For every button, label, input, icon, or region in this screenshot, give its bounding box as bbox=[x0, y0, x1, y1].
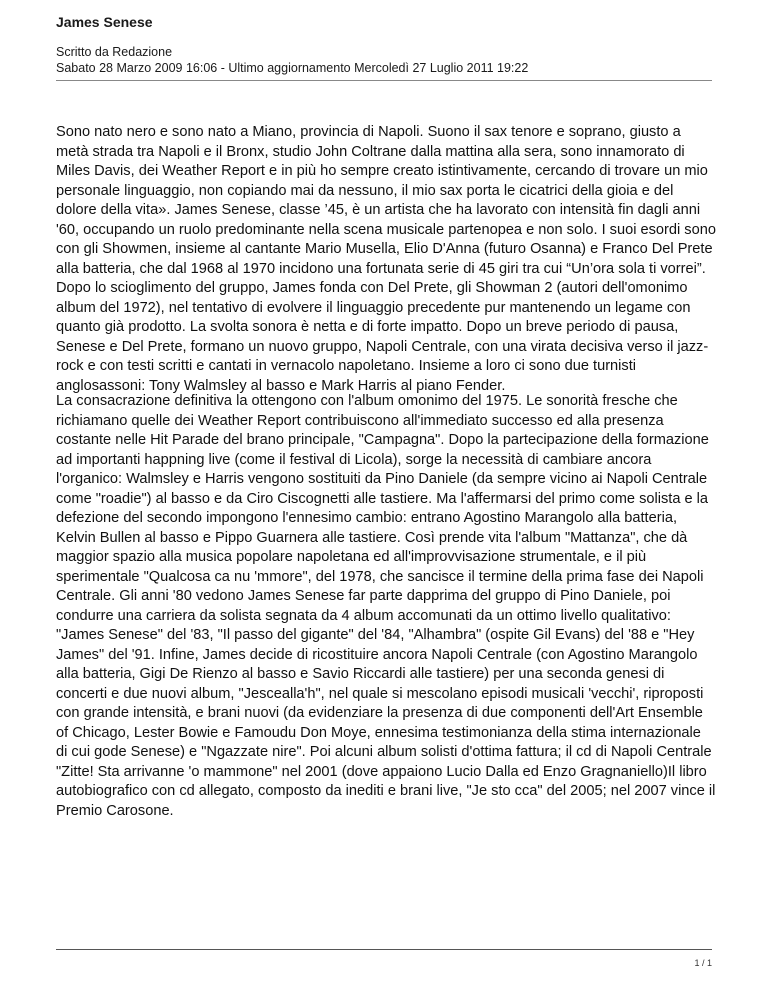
article-meta bbox=[56, 44, 528, 76]
page-number: 1 / 1 bbox=[694, 958, 712, 968]
footer-divider bbox=[56, 949, 712, 950]
header-divider bbox=[56, 80, 712, 81]
article-paragraph-1: Sono nato nero e sono nato a Miano, provincia di Napoli. Suono il sax tenore e soprano, giusto a metà strada tra Napoli e il Bronx, studio John Coltrane dalla mattina alla sera, sono innamorato di Miles Davis, dei Weather Report e in più ho sempre creato istintivamente, cercando di trovare un mio personale linguaggio, non copiando mai da nessuno, il mio sax porta le cicatrici della gioia e del dolore della vita». James Senese, classe ’45, è un artista che ha lavorato con intensità fin dagli anni '60, occupando un ruolo predominante nella scena musicale partenopea e non solo. I suoi esordi sono con gli Showmen, insieme al cantante Mario Musella, Elio D'Anna (futuro Osanna) e Franco Del Prete alla batteria, che dal 1968 al 1970 incidono una fortunata serie di 45 giri tra cui “Un’ora sola ti vorrei”. Dopo lo scioglimento del gruppo, James fonda con Del Prete, gli Showman 2 (autori dell'omonimo album del 1972), nel tentativo di evolvere il linguaggio precedente pur mantenendo un legame con quanto già prodotto. La svolta sonora è netta e di forte impatto. Dopo un breve periodo di pausa, Senese e Del Prete, formano un nuovo gruppo, Napoli Centrale, con una virata decisiva verso il jazz-rock e con testi scritti e cantati in vernacolo napoletano. Insieme a loro ci sono due turnisti anglosassoni: Tony Walmsley al basso e Mark Harris al piano Fender. bbox=[56, 124, 716, 394]
article-paragraph-2: La consacrazione definitiva la ottengono con l'album omonimo del 1975. Le sonorità fresche che richiamano quelle dei Weather Report contribuiscono all'immediato successo ed alla presenza costante nelle Hit Parade del brano principale, "Campagna". Dopo la partecipazione della formazione ad importanti happning live (come il festival di Licola), sorge la necessità di cambiare ancora l'organico: Walmsley e Harris vengono sostituiti da Pino Daniele (da sempre vicino ai Napoli Centrale come "roadie") al basso e da Ciro Ciscognetti alle tastiere. Ma l'affermarsi del primo come solista e la defezione del secondo impongono l'ennesimo cambio: entrano Agostino Marangolo alla batteria, Kelvin Bullen al basso e Pippo Guarnera alle tastiere. Così prende vita l'album "Mattanza", che dà maggior spazio alla musica popolare napoletana ed all'improvvisazione strumentale, e il più sperimentale "Qualcosa ca nu 'mmore", del 1978, che sancisce il termine della prima fase dei Napoli Centrale. Gli anni '80 vedono James Senese far parte dapprima del gruppo di Pino Daniele, poi condurre una carriera da solista segnata da 4 album accomunati da un ottimo livello qualitativo: "James Senese" del '83, "Il passo del gigante" del '84, "Alhambra" (ospite Gil Evans) del '88 e "Hey James" del '91. Infine, James decide di ricostituire ancora Napoli Centrale (con Agostino Marangolo alla batteria, Gigi De Rienzo al basso e Savio Riccardi alle tastiere) per una seconda genesi di concerti e due nuovi album, "Jescealla'h", nel quale si mescolano episodi musicali 'vecchi', riproposti con grande intensità, e brani nuovi (da evidenziare la presenza di due componenti dell'Art Ensemble of Chicago, Lester Bowie e Famoudu Don Moye, ennesima testimonianza della stima internazionale di cui gode Senese) e "Ngazzate nire". Poi alcuni album solisti d'ottima fattura; il cd di Napoli Centrale "Zitte! Sta arrivanne 'o mammone" nel 2001 (dove appaiono Lucio Dalla ed Enzo Gragnaniello)Il libro autobiografico con cd allegato, composto da inediti e brani live, "Je sto cca" del 2005; nel 2007 vince il Premio Carosone. bbox=[56, 393, 716, 819]
author-line: Scritto da Redazione bbox=[56, 45, 173, 59]
page-title: James Senese bbox=[56, 14, 153, 30]
date-line: Sabato 28 Marzo 2009 16:06 - Ultimo aggiornamento Mercoledì 27 Luglio 2011 19:22 bbox=[56, 61, 529, 75]
